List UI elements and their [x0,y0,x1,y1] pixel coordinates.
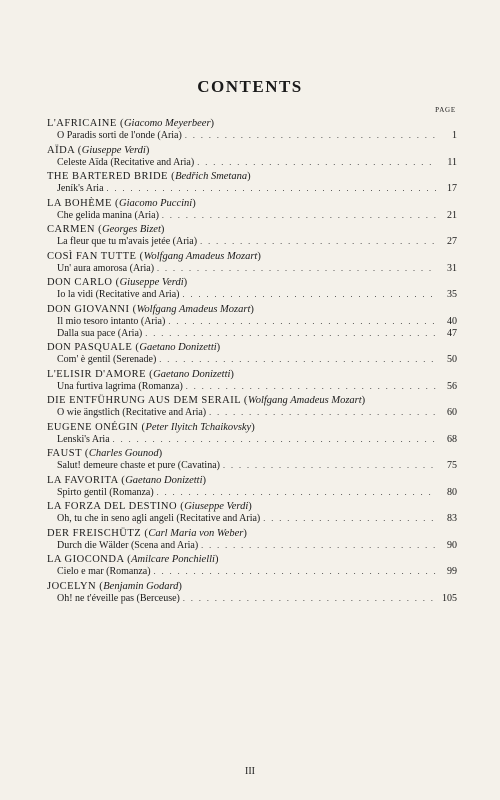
dot-leader [113,434,436,446]
opera-title: COSÌ FAN TUTTE [47,250,137,262]
opera-heading: LA FAVORITA (Gaetano Donizetti) [47,474,207,486]
dot-leader [162,210,436,222]
page-reference: 21 [447,209,457,221]
dot-leader [209,407,436,419]
toc-entry [47,527,457,554]
toc-entry [47,170,457,197]
page-reference: 50 [447,354,457,365]
aria-title: Lenski's Aria [57,433,110,445]
dot-leader [263,513,436,525]
page-reference: 35 [447,289,457,300]
page-reference: 90 [447,539,457,551]
page-number: III [245,766,255,777]
aria-line [47,540,457,552]
opera-heading: DER FREISCHÜTZ (Carl Maria von Weber) [47,527,248,539]
composer-name: Giuseppe Verdi [119,277,184,288]
opera-heading: LA FORZA DEL DESTINO (Giuseppe Verdi) [47,501,253,512]
aria-title: La fleur que tu m'avais jetée (Aria) [57,236,198,247]
page-reference: 83 [447,513,457,524]
dot-leader [159,354,436,366]
opera-heading: DON GIOVANNI (Wolfgang Amadeus Mozart) [47,303,255,315]
composer-name: Bedřich Smetana [175,171,248,182]
opera-title: DER FREISCHÜTZ [47,527,142,539]
aria-title: O wie ängstlich (Recitative and Aria) [57,407,207,418]
opera-heading: L'AFRICAINE (Giacomo Meyerbeer) [47,118,215,129]
aria-title: Oh! ne t'éveille pas (Berceuse) [57,592,180,604]
opera-title: LA FORZA DEL DESTINO [47,501,178,512]
aria-line [47,328,457,340]
table-of-contents [47,117,457,606]
composer-name: Gaetano Donizetti [153,368,231,380]
aria-line [47,487,457,499]
aria-title: O Paradis sorti de l'onde (Aria) [57,130,182,141]
toc-entry [47,368,457,395]
aria-line [47,407,457,419]
aria-title: Celeste Aïda (Recitative and Aria) [57,156,195,168]
opera-title: L'ELISIR D'AMORE [47,368,146,380]
aria-title: Un' aura amorosa (Aria) [57,262,155,274]
composer-name: Gaetano Donizetti [125,474,203,486]
aria-line [47,210,457,222]
opera-heading: FAUST (Charles Gounod) [47,448,163,459]
opera-title: L'AFRICAINE [47,118,117,129]
toc-entry [47,303,457,342]
page-reference: 68 [447,433,457,445]
aria-title: Una furtiva lagrima (Romanza) [57,380,183,392]
dot-leader [185,130,436,142]
page-reference: 80 [447,486,457,498]
dot-leader [182,289,436,301]
composer-name: Carl Maria von Weber [148,527,244,539]
toc-entry [47,117,457,144]
aria-title: Spirto gentil (Romanza) [57,486,154,498]
opera-heading: L'ELISIR D'AMORE (Gaetano Donizetti) [47,368,235,380]
opera-heading: COSÌ FAN TUTTE (Wolfgang Amadeus Mozart) [47,250,262,262]
dot-leader [145,328,436,340]
opera-title: FAUST [47,448,82,459]
opera-heading: LA BOHÈME (Giacomo Puccini) [47,197,197,209]
composer-name: Giacomo Puccini [119,197,193,209]
opera-title: DON CARLO [47,277,113,288]
aria-title: Dalla sua pace (Aria) [57,327,143,339]
opera-title: DON PASQUALE [47,342,133,353]
opera-heading: EUGENE ONÉGIN (Peter Ilyitch Tchaikovsky) [47,421,256,433]
toc-entry [47,341,457,368]
opera-heading: JOCELYN (Benjamin Godard) [47,580,183,592]
opera-heading: DON CARLO (Giuseppe Verdi) [47,277,188,288]
aria-title: Jeník's Aria [57,183,104,194]
toc-entry [47,553,457,580]
opera-heading: THE BARTERED BRIDE (Bedřich Smetana) [47,171,252,182]
opera-title: CARMEN [47,224,95,235]
aria-title: Com' è gentil (Serenade) [57,354,157,365]
aria-title: Io la vidi (Recitative and Aria) [57,289,180,300]
opera-title: LA GIOCONDA [47,554,124,565]
page-reference: 1 [452,130,457,141]
page-reference: 105 [442,592,457,604]
aria-line [47,316,457,328]
aria-line [47,460,457,472]
composer-name: Charles Gounod [88,448,159,459]
toc-entry [47,223,457,250]
opera-title: LA FAVORITA [47,474,119,486]
aria-line [47,381,457,393]
opera-title: DON GIOVANNI [47,303,130,315]
dot-leader [197,157,436,169]
aria-title: Il mio tesoro intanto (Aria) [57,315,166,327]
composer-name: Gaetano Donizetti [139,342,217,353]
aria-line [47,593,457,605]
aria-title: Che gelida manina (Aria) [57,209,159,221]
page-reference: 99 [447,566,457,577]
dot-leader [200,236,436,248]
composer-name: Wolfgang Amadeus Mozart [247,395,362,406]
composer-name: Giuseppe Verdi [81,144,146,156]
aria-line [47,434,457,446]
aria-line [47,236,457,248]
aria-title: Durch die Wälder (Scena and Aria) [57,539,199,551]
toc-entry [47,580,457,607]
toc-entry [47,394,457,421]
toc-entry [47,144,457,171]
composer-name: Peter Ilyitch Tchaikovsky [145,421,252,433]
opera-title: THE BARTERED BRIDE [47,171,168,182]
composer-name: Wolfgang Amadeus Mozart [136,303,251,315]
dot-leader [201,540,436,552]
aria-line [47,513,457,525]
aria-line [47,289,457,301]
opera-heading: LA GIOCONDA (Amilcare Ponchielli) [47,554,219,565]
toc-entry [47,276,457,303]
opera-title: EUGENE ONÉGIN [47,421,139,433]
composer-name: Wolfgang Amadeus Mozart [143,250,258,262]
toc-entry [47,421,457,448]
opera-heading: DON PASQUALE (Gaetano Donizetti) [47,342,221,353]
toc-entry [47,197,457,224]
page-title: CONTENTS [197,77,303,96]
page-column-label: PAGE [435,106,456,114]
page-reference: 31 [447,262,457,274]
aria-line [47,157,457,169]
opera-heading: AÏDA (Giuseppe Verdi) [47,144,150,156]
opera-title: DIE ENTFÜHRUNG AUS DEM SERAIL [47,395,241,406]
aria-title: Cielo e mar (Romanza) [57,566,151,577]
dot-leader [186,381,436,393]
aria-line [47,354,457,366]
dot-leader [107,183,436,195]
page-reference: 17 [447,183,457,194]
page-reference: 56 [447,380,457,392]
aria-line [47,263,457,275]
toc-entry [47,474,457,501]
aria-line [47,130,457,142]
opera-title: LA BOHÈME [47,197,112,209]
dot-leader [154,566,436,578]
dot-leader [168,316,436,328]
toc-entry [47,250,457,277]
aria-line [47,566,457,578]
page-reference: 11 [447,156,457,168]
page-reference: 60 [447,407,457,418]
toc-entry [47,500,457,527]
composer-name: Giuseppe Verdi [184,501,249,512]
aria-title: Salut! demeure chaste et pure (Cavatina) [57,460,220,471]
opera-title: JOCELYN [47,580,97,592]
aria-line [47,183,457,195]
composer-name: Georges Bizet [102,224,161,235]
dot-leader [223,460,436,472]
page-reference: 75 [447,460,457,471]
aria-title: Oh, tu che in seno agli angeli (Recitative and Aria) [57,513,261,524]
composer-name: Benjamin Godard [103,580,179,592]
dot-leader [183,593,436,605]
page-reference: 40 [447,315,457,327]
page-reference: 27 [447,236,457,247]
page-reference: 47 [447,327,457,339]
dot-leader [157,263,436,275]
opera-heading: CARMEN (Georges Bizet) [47,224,165,235]
toc-entry [47,447,457,474]
opera-title: AÏDA [47,144,75,156]
dot-leader [157,487,436,499]
composer-name: Amilcare Ponchielli [131,554,215,565]
composer-name: Giacomo Meyerbeer [123,118,211,129]
opera-heading: DIE ENTFÜHRUNG AUS DEM SERAIL (Wolfgang Amadeus Mozart) [47,395,366,406]
